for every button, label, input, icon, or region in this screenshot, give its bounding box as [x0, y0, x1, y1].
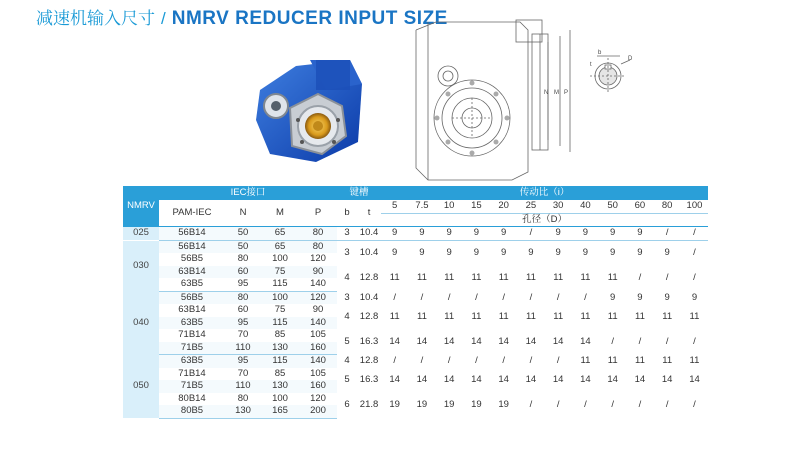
n-cell: 80	[237, 253, 249, 265]
m-cell: 115	[261, 355, 299, 368]
hole-cell: 9	[446, 247, 452, 258]
hole-cell: /	[693, 247, 696, 258]
hole-cell: 11	[498, 310, 509, 322]
b-cell: 5	[344, 374, 350, 385]
header-model: NMRV	[123, 186, 159, 227]
pam-cell: 71B5	[159, 380, 225, 393]
dim-b: b	[598, 50, 602, 56]
hole-cell: 14	[471, 374, 482, 385]
dim-n: N	[544, 90, 549, 96]
hole-cell: /	[638, 335, 642, 347]
table-row	[123, 266, 708, 279]
table-body	[123, 227, 708, 419]
hole-cell: 11	[580, 310, 591, 322]
hole-cell: 19	[389, 399, 400, 411]
header-ratio-value: 40	[572, 200, 599, 213]
hole-cell: /	[556, 399, 560, 411]
hole-cell: /	[654, 227, 681, 241]
n-cell: 95	[225, 355, 261, 368]
hole-cell: /	[665, 272, 669, 284]
hole-cell: 9	[419, 247, 425, 258]
header-row-columns	[123, 200, 708, 213]
m-cell: 100	[272, 253, 288, 265]
hole-cell: 11	[525, 272, 536, 284]
hole-cell: /	[611, 335, 614, 347]
t-cell: 10.4	[359, 291, 379, 303]
n-cell: 50	[225, 240, 261, 253]
pam-cell: 63B5	[159, 278, 225, 291]
hole-cell: 11	[607, 272, 618, 284]
b-cell: 3	[337, 227, 357, 241]
hole-cell: 11	[553, 310, 564, 322]
b-cell: 3	[344, 291, 350, 303]
n-cell: 130	[225, 405, 261, 418]
hole-cell: 11	[389, 310, 400, 322]
table-row	[123, 329, 708, 342]
hole-cell: 11	[444, 310, 455, 322]
t-cell: 10.4	[357, 227, 381, 241]
n-cell: 110	[225, 342, 261, 355]
hole-cell: 11	[607, 355, 618, 366]
pam-cell: 80B5	[159, 405, 225, 418]
m-cell: 115	[261, 317, 299, 330]
m-cell: 130	[261, 342, 299, 355]
hole-cell: 14	[580, 335, 591, 347]
t-cell: 21.8	[359, 399, 379, 411]
hole-cell: 9	[392, 247, 398, 258]
hole-cell: /	[693, 335, 696, 347]
header-ratio-value: 80	[654, 200, 681, 213]
hole-cell: /	[681, 227, 708, 241]
hole-cell: 14	[634, 374, 646, 385]
hole-cell: 11	[634, 355, 645, 366]
header-iec: IEC接口	[159, 186, 337, 200]
m-cell: 165	[261, 405, 299, 418]
page-header	[36, 4, 448, 30]
n-cell: 95	[225, 317, 261, 330]
table-row	[123, 291, 708, 304]
p-cell: 160	[299, 380, 337, 393]
p-cell: 120	[310, 392, 326, 404]
reducer-photo	[246, 50, 374, 170]
hole-cell: 11	[689, 355, 700, 366]
hole-cell: 19	[498, 399, 509, 411]
header-row-groups	[123, 186, 708, 200]
pam-cell: 56B5	[159, 291, 225, 304]
hole-cell: 11	[580, 272, 591, 284]
n-cell: 60	[225, 266, 261, 279]
header-hole-diameter: 孔径（D）	[381, 213, 708, 227]
pam-cell: 56B14	[159, 240, 225, 253]
n-cell: 80	[225, 291, 261, 304]
m-cell: 75	[274, 304, 286, 316]
t-cell: 16.3	[359, 335, 379, 347]
hole-cell: 11	[444, 272, 455, 284]
header-b: b	[337, 200, 357, 227]
model-cell: 030	[123, 240, 159, 291]
m-cell: 65	[261, 227, 299, 241]
model-cell: 050	[123, 355, 159, 419]
dim-m: M	[554, 90, 559, 96]
m-cell: 115	[261, 278, 299, 291]
hole-cell: 9	[610, 247, 616, 258]
hole-cell: 14	[525, 374, 537, 385]
hole-cell: 11	[389, 272, 400, 284]
n-cell: 50	[225, 227, 261, 241]
hole-cell: 9	[545, 227, 572, 241]
hole-cell: 9	[436, 227, 463, 241]
header-ratio-value: 5	[381, 200, 408, 213]
hole-cell: 14	[525, 335, 537, 347]
hole-cell: 11	[553, 272, 564, 284]
b-cell: 5	[344, 335, 350, 347]
dim-t: t	[590, 62, 592, 68]
hole-cell: /	[420, 355, 424, 366]
pam-cell: 56B14	[159, 227, 225, 241]
hole-cell: 9	[473, 247, 480, 258]
hole-cell: 14	[552, 335, 564, 347]
t-cell: 12.8	[359, 310, 379, 322]
hole-cell: 11	[498, 272, 509, 284]
hole-cell: 14	[607, 374, 618, 385]
hole-cell: /	[529, 355, 533, 366]
dim-p: P	[564, 90, 569, 96]
hole-cell: 14	[661, 374, 673, 385]
hole-cell: /	[393, 355, 396, 366]
hole-cell: /	[529, 399, 533, 411]
hole-cell: 9	[664, 247, 670, 258]
m-cell: 75	[261, 266, 299, 279]
hole-cell: 9	[501, 247, 507, 258]
pam-cell: 71B14	[178, 367, 206, 379]
header-ratio-value: 7.5	[408, 200, 435, 213]
table-row	[123, 393, 708, 406]
header-keyway: 键槽	[337, 186, 381, 200]
hole-cell: 14	[416, 374, 428, 385]
p-cell: 80	[299, 227, 337, 241]
pam-cell: 63B5	[159, 355, 225, 368]
hole-cell: /	[447, 355, 451, 366]
hole-cell: /	[584, 291, 587, 303]
header-ratio: 传动比（i）	[381, 186, 708, 200]
p-cell: 90	[312, 304, 324, 316]
m-cell: 100	[261, 291, 299, 304]
hole-cell: /	[611, 399, 614, 411]
p-cell: 105	[310, 329, 326, 341]
hole-cell: /	[693, 399, 696, 411]
header-ratio-value: 15	[463, 200, 490, 213]
n-cell: 95	[225, 278, 261, 291]
hole-cell: 14	[689, 374, 700, 385]
hole-cell: 9	[664, 291, 670, 303]
hole-cell: /	[556, 291, 560, 303]
header-t: t	[357, 200, 381, 227]
m-cell: 85	[274, 329, 286, 341]
hole-cell: 14	[416, 335, 428, 347]
m-cell: 65	[261, 240, 299, 253]
hole-cell: /	[393, 291, 396, 303]
table-row	[123, 240, 708, 253]
hole-cell: 9	[626, 227, 653, 241]
hole-cell: 9	[610, 291, 616, 303]
hole-cell: 14	[580, 374, 591, 385]
p-cell: 120	[310, 253, 326, 265]
title-chinese: 减速机输入尺寸	[36, 9, 155, 29]
hole-cell: 14	[443, 374, 455, 385]
hole-cell: /	[638, 399, 642, 411]
m-cell: 130	[261, 380, 299, 393]
hole-cell: /	[420, 291, 424, 303]
hole-cell: 9	[572, 227, 599, 241]
hole-cell: /	[556, 355, 560, 366]
hole-cell: 14	[498, 374, 509, 385]
hole-cell: 11	[689, 310, 700, 322]
header-ratio-value: 20	[490, 200, 517, 213]
hole-cell: 19	[443, 399, 455, 411]
hole-cell: /	[638, 272, 642, 284]
hole-cell: 14	[443, 335, 455, 347]
hole-cell: 9	[381, 227, 408, 241]
pam-cell: 63B5	[159, 317, 225, 330]
hole-cell: /	[529, 291, 533, 303]
header-p: P	[299, 200, 337, 227]
table-row	[123, 304, 708, 317]
title-separator: /	[161, 9, 166, 28]
hole-cell: /	[502, 291, 505, 303]
p-cell: 140	[299, 317, 337, 330]
hole-cell: 9	[637, 247, 643, 258]
hole-cell: 9	[408, 227, 435, 241]
pam-cell: 71B14	[178, 329, 206, 341]
pam-cell: 56B5	[180, 253, 204, 265]
hole-cell: 14	[498, 335, 509, 347]
hole-cell: 9	[637, 291, 643, 303]
p-cell: 105	[310, 367, 326, 379]
header-ratio-value: 60	[626, 200, 653, 213]
hole-cell: 11	[580, 355, 591, 366]
hole-cell: 14	[389, 374, 400, 385]
n-cell: 70	[237, 329, 249, 341]
hole-cell: 14	[552, 374, 564, 385]
model-cell: 025	[123, 227, 159, 241]
p-cell: 80	[299, 240, 337, 253]
hole-cell: 9	[463, 227, 490, 241]
hole-cell: 19	[471, 399, 482, 411]
t-cell: 10.4	[359, 247, 379, 258]
t-cell: 12.8	[359, 355, 379, 366]
p-cell: 90	[299, 266, 337, 279]
header-m: M	[261, 200, 299, 227]
hole-cell: /	[517, 227, 544, 241]
hole-cell: /	[447, 291, 451, 303]
model-cell: 040	[123, 291, 159, 355]
b-cell: 6	[344, 399, 350, 411]
b-cell: 4	[344, 310, 350, 322]
hole-cell: 11	[634, 310, 645, 322]
pam-cell: 71B5	[159, 342, 225, 355]
table-row	[123, 355, 708, 368]
n-cell: 110	[225, 380, 261, 393]
pam-cell: 80B14	[178, 392, 206, 404]
hole-cell: 11	[416, 310, 427, 322]
header-ratio-value: 50	[599, 200, 626, 213]
hole-cell: 9	[599, 227, 626, 241]
hole-cell: /	[475, 291, 478, 303]
hole-cell: 11	[662, 310, 673, 322]
pam-cell: 63B14	[178, 304, 206, 316]
hole-cell: 11	[662, 355, 673, 366]
header-n: N	[225, 200, 261, 227]
shaft-section-drawing	[584, 46, 636, 98]
p-cell: 140	[299, 278, 337, 291]
hole-cell: /	[665, 335, 669, 347]
t-cell: 16.3	[359, 374, 379, 385]
hole-cell: 11	[471, 310, 482, 322]
table-row	[123, 227, 708, 241]
hole-cell: 14	[471, 335, 482, 347]
dim-d: D	[628, 56, 633, 62]
reducer-drawing	[408, 16, 578, 182]
hole-cell: 9	[490, 227, 517, 241]
b-cell: 3	[344, 247, 350, 258]
n-cell: 70	[237, 367, 249, 379]
pam-cell: 63B14	[159, 266, 225, 279]
hole-cell: 9	[555, 247, 561, 258]
hole-cell: 11	[607, 310, 618, 322]
p-cell: 120	[299, 291, 337, 304]
header-pam: PAM-IEC	[159, 200, 225, 227]
header-ratio-value: 30	[545, 200, 572, 213]
hole-cell: /	[502, 355, 505, 366]
n-cell: 80	[237, 392, 249, 404]
m-cell: 85	[274, 367, 286, 379]
b-cell: 4	[344, 272, 350, 284]
header-ratio-value: 100	[681, 200, 708, 213]
hole-cell: 9	[528, 247, 534, 258]
title-english: NMRV REDUCER INPUT SIZE	[171, 8, 448, 29]
table-row	[123, 368, 708, 381]
hole-cell: 11	[416, 272, 427, 284]
p-cell: 200	[299, 405, 337, 418]
hole-cell: /	[475, 355, 478, 366]
p-cell: 160	[299, 342, 337, 355]
b-cell: 4	[344, 355, 350, 366]
hole-cell: /	[693, 272, 696, 284]
hole-cell: /	[584, 399, 587, 411]
hole-cell: /	[665, 399, 669, 411]
hole-cell: 14	[389, 335, 400, 347]
hole-cell: 11	[471, 272, 482, 284]
t-cell: 12.8	[359, 272, 379, 284]
table-head	[123, 186, 708, 227]
input-size-table	[123, 186, 708, 419]
hole-cell: 11	[525, 310, 536, 322]
hole-cell: 9	[691, 291, 698, 303]
m-cell: 100	[272, 392, 288, 404]
hole-cell: 19	[416, 399, 428, 411]
hole-cell: 9	[582, 247, 589, 258]
header-ratio-value: 10	[436, 200, 463, 213]
header-ratio-value: 25	[517, 200, 544, 213]
p-cell: 140	[299, 355, 337, 368]
n-cell: 60	[237, 304, 249, 316]
